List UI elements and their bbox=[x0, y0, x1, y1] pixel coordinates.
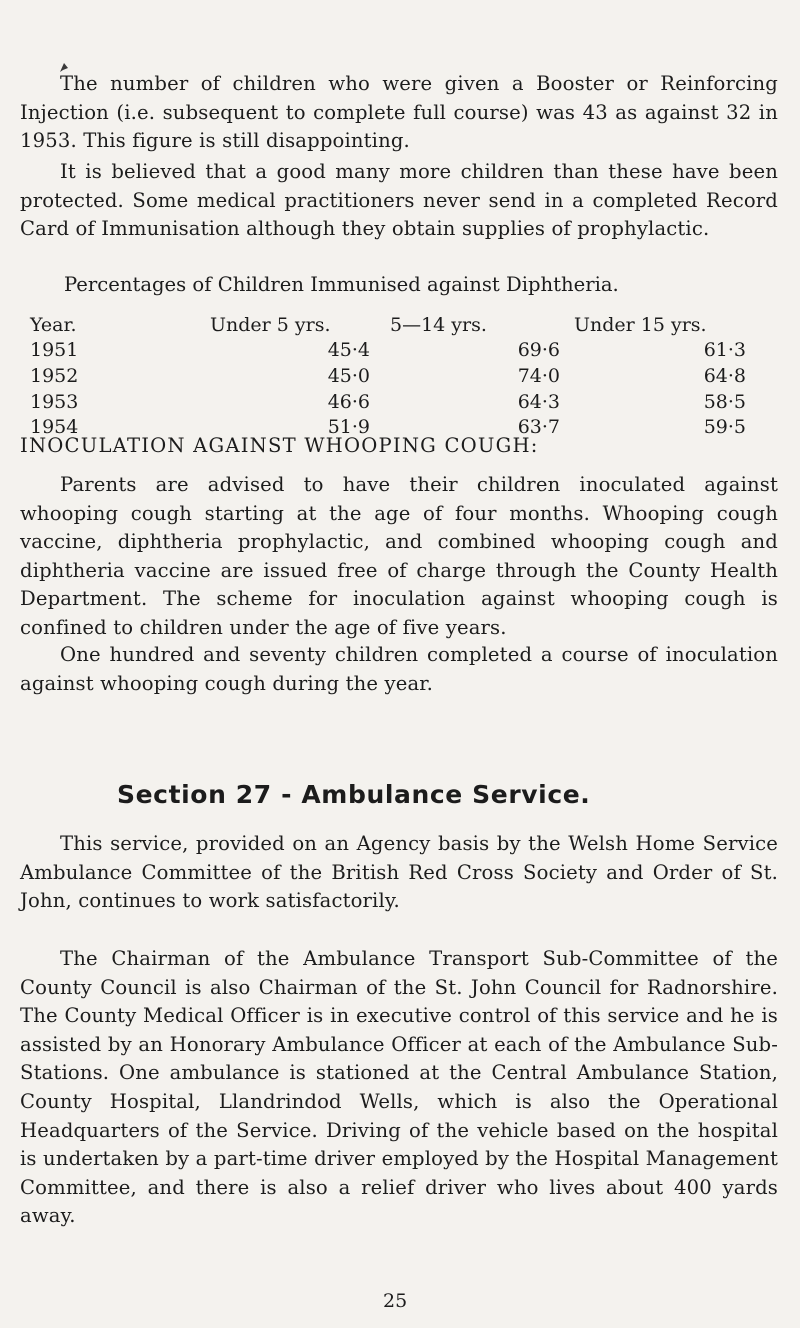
cell-year: 1954 bbox=[30, 416, 79, 439]
cell-5-14: 74·0 bbox=[517, 364, 560, 387]
cell-under-5: 45·4 bbox=[327, 339, 370, 362]
cell-year: 1951 bbox=[30, 339, 79, 362]
booster-paragraph: The number of children who were given a Booster or Reinforcing Injection (i.e. subsequent to complete full course) was 43 as against 32 in 1953. This figure is still disappointing. bbox=[20, 72, 778, 153]
believed-paragraph: It is believed that a good many more children than these have been protected. Some medical practitioners never send in a completed Record Card of Immunisation although they obtain supplies of prophylactic. bbox=[20, 160, 778, 241]
cell-under-15: 61·3 bbox=[703, 339, 746, 362]
cell-under-15: 59·5 bbox=[703, 416, 746, 439]
header-year: Year. bbox=[30, 313, 77, 336]
ambulance-paragraph-2: The Chairman of the Ambulance Transport Sub-Committee of the County Council is also Chairman of the St. John Council for Radnorshire. The County Medical Officer is in executive control of this service and he is assisted by an Honorary Ambulance Officer at each of the Ambulance Sub-Stations. One ambulance is stationed at the Central Ambulance Station, County Hospital, Llandrindod Wells, which is also the Operational Headquarters of the Service. Driving of the vehicle based on the hospital is undertaken by a part-time driver employed by the Hospital Management Committee, and there is also a relief driver who lives about 400 yards away. bbox=[20, 947, 778, 1228]
header-5-14: 5—14 yrs. bbox=[390, 313, 487, 336]
cell-5-14: 64·3 bbox=[517, 390, 560, 413]
table-row bbox=[30, 338, 746, 364]
cell-under-5: 45·0 bbox=[327, 364, 370, 387]
cell-under-15: 64·8 bbox=[703, 364, 746, 387]
ambulance-paragraph-1: This service, provided on an Agency basis by the Welsh Home Service Ambulance Committee of the British Red Cross Society and Order of St. John, continues to work satisfactorily. bbox=[20, 832, 778, 913]
cell-year: 1953 bbox=[30, 390, 79, 413]
whooping-paragraph-2: One hundred and seventy children completed a course of inoculation against whooping cough during the year. bbox=[20, 643, 778, 695]
whooping-cough-heading: INOCULATION AGAINST WHOOPING COUGH: bbox=[20, 434, 539, 457]
cell-5-14: 69·6 bbox=[517, 339, 560, 362]
cell-under-15: 58·5 bbox=[703, 390, 746, 413]
whooping-paragraph-1: Parents are advised to have their children inoculated against whooping cough starting at the age of four months. Whooping cough vaccine, diphtheria prophylactic, and combined whooping cough and diphtheria vaccine are issued free of charge through the County Health Department. The scheme for inoculation against whooping cough is confined to children under the age of five years. bbox=[20, 473, 778, 639]
header-under-15: Under 15 yrs. bbox=[574, 313, 707, 336]
cell-under-5: 51·9 bbox=[327, 416, 370, 439]
ambulance-section-heading: Section 27 - Ambulance Service. bbox=[117, 780, 591, 809]
table-header-row bbox=[30, 312, 746, 338]
page-number: 25 bbox=[383, 1290, 408, 1312]
diphtheria-table bbox=[30, 312, 746, 440]
table-row bbox=[30, 363, 746, 389]
table-title: Percentages of Children Immunised against Diphtheria. bbox=[64, 273, 619, 296]
header-under-5: Under 5 yrs. bbox=[210, 313, 331, 336]
cell-5-14: 63·7 bbox=[517, 416, 560, 439]
cell-under-5: 46·6 bbox=[327, 390, 370, 413]
table-row bbox=[30, 389, 746, 415]
cell-year: 1952 bbox=[30, 364, 79, 387]
